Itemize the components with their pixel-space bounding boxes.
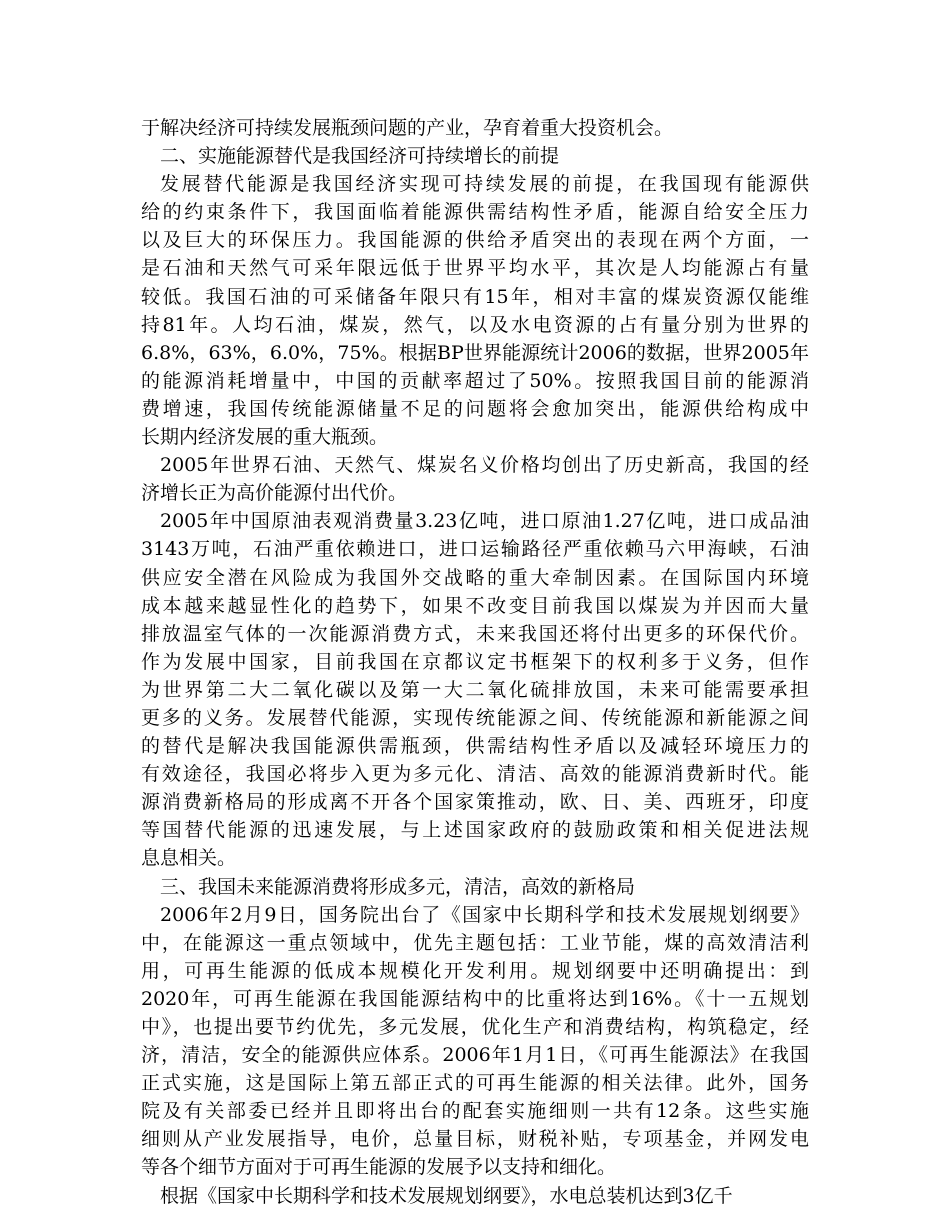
document-page (141, 114, 809, 1210)
text-line: 6.8%，63%，6.0%，75%。根据BP世界能源统计2006的数据，世界2005年 (141, 341, 809, 364)
text-line: 2005年中国原油表观消费量3.23亿吨，进口原油1.27亿吨，进口成品油 (160, 510, 809, 533)
text-line: 2005年世界石油、天然气、煤炭名义价格均创出了历史新高，我国的经 (160, 454, 809, 477)
paragraph (141, 901, 809, 1182)
section-heading (141, 873, 809, 901)
text-line: 3143万吨，石油严重依赖进口，进口运输路径严重依赖马六甲海峡，石油 (141, 538, 809, 561)
paragraph (141, 1182, 809, 1210)
text-line: 细则从产业发展指导，电价，总量目标，财税补贴，专项基金，并网发电 (141, 1128, 809, 1151)
text-line: 有效途径，我国必将步入更为多元化、清洁、高效的能源消费新时代。能 (141, 763, 809, 786)
text-line: 院及有关部委已经并且即将出台的配套实施细则一共有12条。这些实施 (141, 1100, 809, 1123)
text-line: 持81年。人均石油，煤炭，然气，以及水电资源的占有量分别为世界的 (141, 313, 809, 336)
text-line: 于解决经济可持续发展瓶颈问题的产业，孕育着重大投资机会。 (141, 117, 674, 139)
text-line: 以及巨大的环保压力。我国能源的供给矛盾突出的表现在两个方面，一 (141, 229, 809, 252)
text-line: 息息相关。 (141, 847, 237, 870)
text-line: 费增速，我国传统能源储量不足的问题将会愈加突出，能源供给构成中 (141, 397, 809, 420)
section-heading (141, 142, 809, 170)
paragraph (141, 170, 809, 451)
text-line: 排放温室气体的一次能源消费方式，未来我国还将付出更多的环保代价。 (141, 622, 809, 645)
paragraph (141, 507, 809, 872)
text-line: 用，可再生能源的低成本规模化开发利用。规划纲要中还明确提出：到 (141, 959, 809, 982)
text-line: 发展替代能源是我国经济实现可持续发展的前提，在我国现有能源供 (160, 173, 809, 196)
paragraph (141, 114, 809, 142)
text-line: 正式实施，这是国际上第五部正式的可再生能源的相关法律。此外，国务 (141, 1072, 809, 1095)
text-line: 供应安全潜在风险成为我国外交战略的重大牵制因素。在国际国内环境 (141, 566, 809, 589)
text-line: 长期内经济发展的重大瓶颈。 (141, 426, 389, 449)
text-line: 为世界第二大二氧化碳以及第一大二氧化硫排放国，未来可能需要承担 (141, 678, 809, 701)
text-line: 济，清洁，安全的能源供应体系。2006年1月1日，《可再生能源法》在我国 (141, 1044, 809, 1067)
text-line: 二、实施能源替代是我国经济可持续增长的前提 (160, 145, 560, 168)
text-line: 成本越来越显性化的趋势下，如果不改变目前我国以煤炭为并因而大量 (141, 594, 809, 617)
text-line: 更多的义务。发展替代能源，实现传统能源之间、传统能源和新能源之间 (141, 706, 809, 729)
text-line: 等各个细节方面对于可再生能源的发展予以支持和细化。 (141, 1156, 617, 1179)
text-line: 等国替代能源的迅速发展，与上述国家政府的鼓励政策和相关促进法规 (141, 819, 809, 842)
text-line: 2020年，可再生能源在我国能源结构中的比重将达到16%。《十一五规划 (141, 987, 809, 1010)
text-line: 2006年2月9日，国务院出台了《国家中长期科学和技术发展规划纲要》 (160, 903, 809, 926)
text-line: 中》，也提出要节约优先，多元发展，优化生产和消费结构，构筑稳定，经 (141, 1016, 809, 1038)
text-line: 根据《国家中长期科学和技术发展规划纲要》，水电总装机达到3亿千 (160, 1184, 733, 1207)
text-line: 中，在能源这一重点领域中，优先主题包括：工业节能，煤的高效清洁利 (141, 931, 809, 954)
text-line: 济增长正为高价能源付出代价。 (141, 482, 408, 505)
text-line: 作为发展中国家，目前我国在京都议定书框架下的权利多于义务，但作 (141, 650, 809, 673)
text-line: 源消费新格局的形成离不开各个国家策推动，欧、日、美、西班牙，印度 (141, 791, 809, 814)
text-line: 的替代是解决我国能源供需瓶颈，供需结构性矛盾以及减轻环境压力的 (141, 735, 809, 758)
text-line: 的能源消耗增量中，中国的贡献率超过了50%。按照我国目前的能源消 (141, 369, 809, 392)
text-line: 给的约束条件下，我国面临着能源供需结构性矛盾，能源自给安全压力 (141, 201, 809, 224)
text-line: 三、我国未来能源消费将形成多元，清洁，高效的新格局 (160, 875, 636, 898)
text-line: 较低。我国石油的可采储备年限只有15年，相对丰富的煤炭资源仅能维 (141, 285, 809, 308)
paragraph (141, 451, 809, 507)
text-line: 是石油和天然气可采年限远低于世界平均水平，其次是人均能源占有量 (141, 257, 809, 280)
